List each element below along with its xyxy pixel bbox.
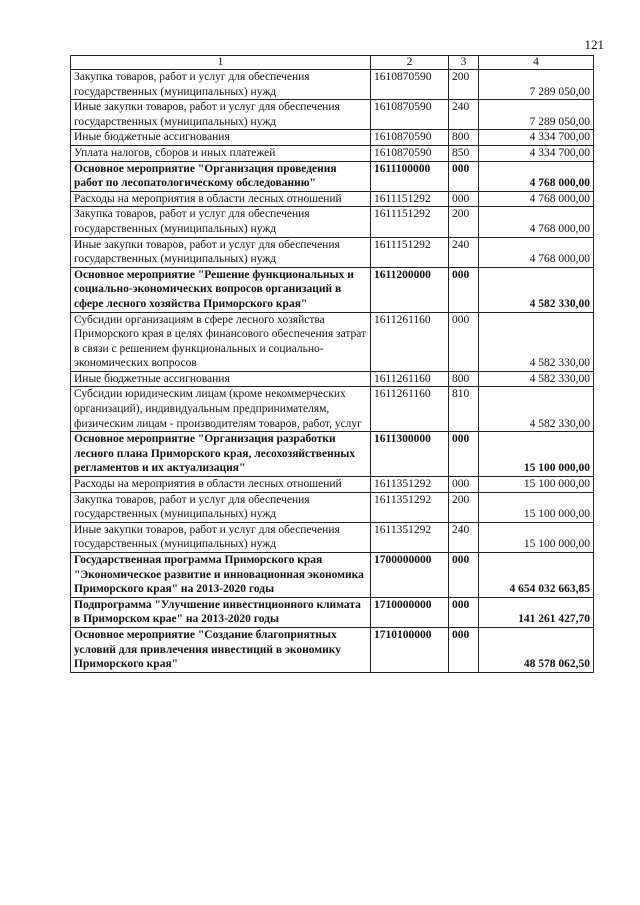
table-row bbox=[71, 597, 594, 627]
row-code-cell: 1610870590 bbox=[371, 130, 449, 146]
row-code-cell: 1611151292 bbox=[371, 207, 449, 237]
row-amount-cell: 141 261 427,70 bbox=[479, 597, 594, 627]
table-row bbox=[71, 267, 594, 312]
table-row bbox=[71, 130, 594, 146]
row-amount-cell: 4 334 700,00 bbox=[479, 130, 594, 146]
row-name-cell: Государственная программа Приморского края "Экономическое развитие и инновационная экономика Приморского края" на 2013-2020 годы bbox=[71, 553, 371, 598]
table-row bbox=[71, 161, 594, 191]
row-name-cell: Закупка товаров, работ и услуг для обеспечения государственных (муниципальных) нужд bbox=[71, 70, 371, 100]
row-group-cell: 200 bbox=[449, 70, 479, 100]
row-name-cell: Иные бюджетные ассигнования bbox=[71, 130, 371, 146]
page-number: 121 bbox=[584, 37, 604, 52]
row-amount-cell: 15 100 000,00 bbox=[479, 522, 594, 552]
table-row bbox=[71, 553, 594, 598]
table-row bbox=[71, 522, 594, 552]
row-amount-cell: 4 582 330,00 bbox=[479, 312, 594, 371]
row-group-cell: 240 bbox=[449, 237, 479, 267]
table-body bbox=[71, 70, 594, 673]
row-amount-cell: 15 100 000,00 bbox=[479, 477, 594, 493]
row-code-cell: 1610870590 bbox=[371, 70, 449, 100]
row-code-cell: 1611151292 bbox=[371, 237, 449, 267]
table-row bbox=[71, 70, 594, 100]
budget-table bbox=[70, 55, 594, 673]
row-amount-cell: 4 768 000,00 bbox=[479, 191, 594, 207]
row-name-cell: Закупка товаров, работ и услуг для обеспечения государственных (муниципальных) нужд bbox=[71, 207, 371, 237]
row-amount-cell: 15 100 000,00 bbox=[479, 432, 594, 477]
row-amount-cell: 4 582 330,00 bbox=[479, 371, 594, 387]
row-group-cell: 000 bbox=[449, 553, 479, 598]
row-code-cell: 1700000000 bbox=[371, 553, 449, 598]
row-code-cell: 1611151292 bbox=[371, 191, 449, 207]
row-name-cell: Основное мероприятие "Организация разработки лесного плана Приморского края, лесохозяйственных регламентов и их актуализация" bbox=[71, 432, 371, 477]
row-code-cell: 1611261160 bbox=[371, 387, 449, 432]
row-amount-cell: 4 768 000,00 bbox=[479, 237, 594, 267]
row-group-cell: 000 bbox=[449, 627, 479, 672]
row-group-cell: 000 bbox=[449, 161, 479, 191]
table-row bbox=[71, 207, 594, 237]
row-amount-cell: 4 654 032 663,85 bbox=[479, 553, 594, 598]
row-name-cell: Субсидии организациям в сфере лесного хозяйства Приморского края в целях финансового обеспечения затрат в связи с решением функциональных и социально-экономических вопросов bbox=[71, 312, 371, 371]
header-col-2: 2 bbox=[371, 56, 449, 70]
table-header-row bbox=[71, 56, 594, 70]
row-code-cell: 1611351292 bbox=[371, 477, 449, 493]
row-code-cell: 1710100000 bbox=[371, 627, 449, 672]
row-group-cell: 800 bbox=[449, 130, 479, 146]
row-group-cell: 000 bbox=[449, 267, 479, 312]
row-amount-cell: 4 582 330,00 bbox=[479, 387, 594, 432]
row-name-cell: Иные закупки товаров, работ и услуг для обеспечения государственных (муниципальных) нужд bbox=[71, 237, 371, 267]
row-code-cell: 1611300000 bbox=[371, 432, 449, 477]
row-group-cell: 200 bbox=[449, 492, 479, 522]
row-code-cell: 1611261160 bbox=[371, 371, 449, 387]
table-row bbox=[71, 145, 594, 161]
row-code-cell: 1611351292 bbox=[371, 492, 449, 522]
row-name-cell: Основное мероприятие "Решение функциональных и социально-экономических вопросов организаций в сфере лесного хозяйства Приморского края" bbox=[71, 267, 371, 312]
row-amount-cell: 4 768 000,00 bbox=[479, 207, 594, 237]
row-name-cell: Подпрограмма "Улучшение инвестиционного климата в Приморском крае" на 2013-2020 годы bbox=[71, 597, 371, 627]
row-group-cell: 810 bbox=[449, 387, 479, 432]
row-amount-cell: 4 334 700,00 bbox=[479, 145, 594, 161]
table-row bbox=[71, 237, 594, 267]
table-row bbox=[71, 477, 594, 493]
table-row bbox=[71, 191, 594, 207]
row-code-cell: 1610870590 bbox=[371, 100, 449, 130]
row-amount-cell: 15 100 000,00 bbox=[479, 492, 594, 522]
row-code-cell: 1610870590 bbox=[371, 145, 449, 161]
row-name-cell: Иные закупки товаров, работ и услуг для обеспечения государственных (муниципальных) нужд bbox=[71, 100, 371, 130]
header-col-1: 1 bbox=[71, 56, 371, 70]
header-col-3: 3 bbox=[449, 56, 479, 70]
table-row bbox=[71, 100, 594, 130]
row-code-cell: 1611200000 bbox=[371, 267, 449, 312]
row-group-cell: 240 bbox=[449, 522, 479, 552]
row-group-cell: 240 bbox=[449, 100, 479, 130]
row-group-cell: 000 bbox=[449, 432, 479, 477]
row-group-cell: 000 bbox=[449, 312, 479, 371]
table-row bbox=[71, 371, 594, 387]
row-code-cell: 1710000000 bbox=[371, 597, 449, 627]
row-group-cell: 200 bbox=[449, 207, 479, 237]
row-name-cell: Основное мероприятие "Организация проведения работ по лесопатологическому обследованию" bbox=[71, 161, 371, 191]
row-name-cell: Закупка товаров, работ и услуг для обеспечения государственных (муниципальных) нужд bbox=[71, 492, 371, 522]
row-name-cell: Иные бюджетные ассигнования bbox=[71, 371, 371, 387]
table-row bbox=[71, 387, 594, 432]
row-group-cell: 000 bbox=[449, 597, 479, 627]
row-amount-cell: 7 289 050,00 bbox=[479, 70, 594, 100]
row-amount-cell: 4 768 000,00 bbox=[479, 161, 594, 191]
row-name-cell: Основное мероприятие "Создание благоприятных условий для привлечения инвестиций в экономику Приморского края" bbox=[71, 627, 371, 672]
row-amount-cell: 48 578 062,50 bbox=[479, 627, 594, 672]
row-group-cell: 000 bbox=[449, 191, 479, 207]
row-amount-cell: 7 289 050,00 bbox=[479, 100, 594, 130]
table-row bbox=[71, 432, 594, 477]
row-name-cell: Расходы на мероприятия в области лесных отношений bbox=[71, 477, 371, 493]
header-col-4: 4 bbox=[479, 56, 594, 70]
table-row bbox=[71, 492, 594, 522]
row-name-cell: Уплата налогов, сборов и иных платежей bbox=[71, 145, 371, 161]
row-name-cell: Расходы на мероприятия в области лесных отношений bbox=[71, 191, 371, 207]
row-group-cell: 800 bbox=[449, 371, 479, 387]
table-row bbox=[71, 627, 594, 672]
row-group-cell: 000 bbox=[449, 477, 479, 493]
row-name-cell: Субсидии юридическим лицам (кроме некоммерческих организаций), индивидуальным предпринимателям, физическим лицам - производителям товаров, работ, услуг bbox=[71, 387, 371, 432]
row-name-cell: Иные закупки товаров, работ и услуг для обеспечения государственных (муниципальных) нужд bbox=[71, 522, 371, 552]
row-code-cell: 1611100000 bbox=[371, 161, 449, 191]
table-row bbox=[71, 312, 594, 371]
row-group-cell: 850 bbox=[449, 145, 479, 161]
row-code-cell: 1611351292 bbox=[371, 522, 449, 552]
row-amount-cell: 4 582 330,00 bbox=[479, 267, 594, 312]
row-code-cell: 1611261160 bbox=[371, 312, 449, 371]
